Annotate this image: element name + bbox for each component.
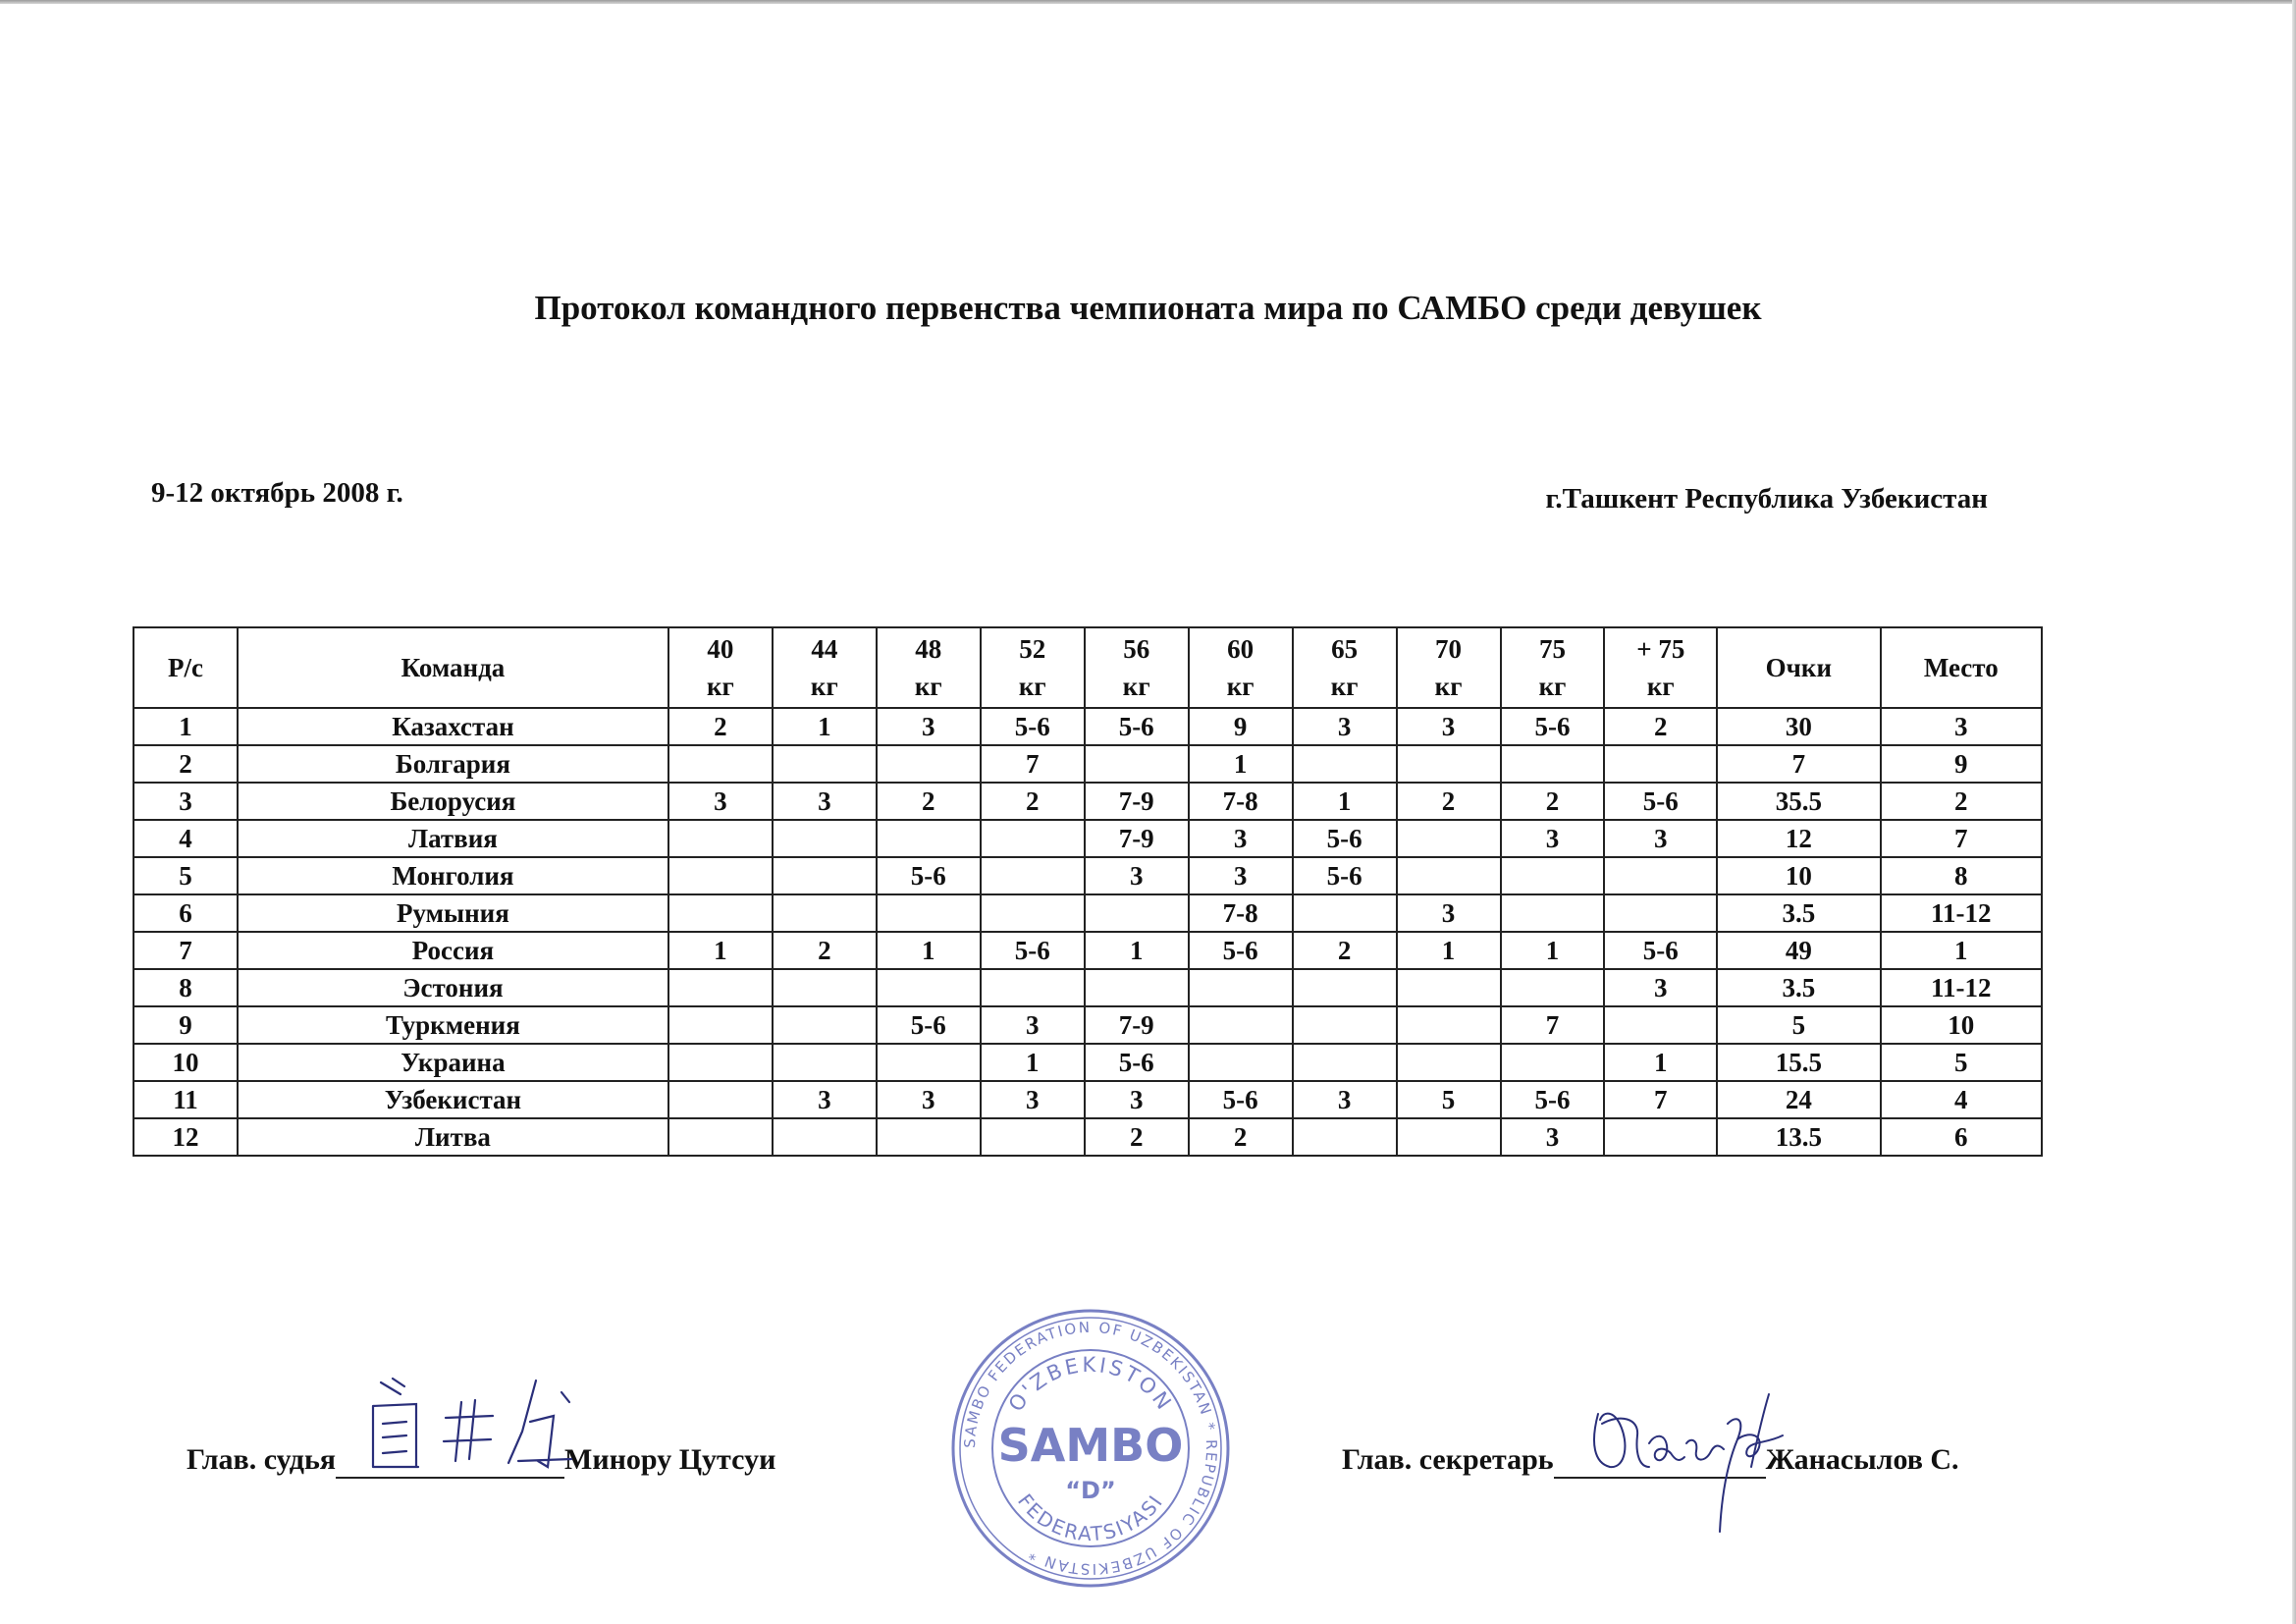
table-row xyxy=(133,894,2042,932)
row-weight-result: 3 xyxy=(1189,820,1293,857)
row-num: 11 xyxy=(133,1081,238,1118)
row-team: Белорусия xyxy=(238,783,668,820)
row-weight-result xyxy=(668,1081,773,1118)
row-weight-result: 1 xyxy=(877,932,981,969)
row-weight-result xyxy=(1293,1006,1397,1044)
row-weight-result: 5-6 xyxy=(1189,932,1293,969)
header-weight-value: 52 xyxy=(1019,634,1046,664)
row-weight-result xyxy=(1189,1044,1293,1081)
row-weight-result: 2 xyxy=(981,783,1085,820)
row-weight-result xyxy=(1397,745,1501,783)
row-weight-result: 7 xyxy=(1604,1081,1717,1118)
row-num: 10 xyxy=(133,1044,238,1081)
stamp-outer-text: SAMBO FEDERATION OF UZBEKISTAN * REPUBLIC OF UZBEKISTAN * xyxy=(960,1318,1221,1579)
row-weight-result: 5-6 xyxy=(1189,1081,1293,1118)
table-row xyxy=(133,857,2042,894)
row-weight-result xyxy=(1397,857,1501,894)
header-weight-unit: кг xyxy=(914,672,942,701)
row-weight-result: 3 xyxy=(981,1006,1085,1044)
row-weight-result xyxy=(877,745,981,783)
row-points: 49 xyxy=(1717,932,1881,969)
row-weight-result xyxy=(981,857,1085,894)
row-weight-result: 2 xyxy=(773,932,877,969)
row-weight-result: 5-6 xyxy=(981,932,1085,969)
row-weight-result: 1 xyxy=(668,932,773,969)
row-weight-result: 2 xyxy=(1397,783,1501,820)
header-weight-0 xyxy=(668,627,773,708)
header-weight-3 xyxy=(981,627,1085,708)
header-weight-2 xyxy=(877,627,981,708)
row-weight-result xyxy=(877,1044,981,1081)
row-weight-result xyxy=(773,969,877,1006)
row-weight-result xyxy=(1501,857,1605,894)
header-weight-unit: кг xyxy=(1122,672,1150,701)
row-num: 8 xyxy=(133,969,238,1006)
row-weight-result: 5-6 xyxy=(1085,1044,1189,1081)
row-weight-result: 3 xyxy=(877,1081,981,1118)
header-place: Место xyxy=(1881,627,2042,708)
row-weight-result xyxy=(1397,820,1501,857)
header-weight-value: 75 xyxy=(1539,634,1566,664)
row-weight-result xyxy=(877,969,981,1006)
row-weight-result xyxy=(1293,894,1397,932)
row-weight-result: 1 xyxy=(1501,932,1605,969)
header-weight-7 xyxy=(1397,627,1501,708)
row-num: 7 xyxy=(133,932,238,969)
row-points: 3.5 xyxy=(1717,969,1881,1006)
table-body xyxy=(133,708,2042,1156)
row-num: 6 xyxy=(133,894,238,932)
row-weight-result xyxy=(1501,745,1605,783)
row-weight-result: 1 xyxy=(1085,932,1189,969)
judge-name: Минору Цутсуи xyxy=(564,1443,776,1476)
row-points: 24 xyxy=(1717,1081,1881,1118)
table-row xyxy=(133,708,2042,745)
row-weight-result: 5-6 xyxy=(1501,1081,1605,1118)
header-weight-9 xyxy=(1604,627,1717,708)
row-weight-result: 3 xyxy=(1397,894,1501,932)
row-team: Узбекистан xyxy=(238,1081,668,1118)
row-weight-result xyxy=(1293,1118,1397,1156)
header-weight-value: 56 xyxy=(1123,634,1150,664)
row-weight-result xyxy=(1397,1118,1501,1156)
row-team: Россия xyxy=(238,932,668,969)
row-weight-result: 5-6 xyxy=(877,857,981,894)
row-place: 11-12 xyxy=(1881,894,2042,932)
header-points: Очки xyxy=(1717,627,1881,708)
row-weight-result: 7 xyxy=(1501,1006,1605,1044)
header-weight-unit: кг xyxy=(1646,672,1675,701)
row-place: 3 xyxy=(1881,708,2042,745)
header-weight-1 xyxy=(773,627,877,708)
secretary-name: Жанасылов С. xyxy=(1765,1443,1959,1476)
row-weight-result: 3 xyxy=(668,783,773,820)
row-num: 4 xyxy=(133,820,238,857)
row-num: 5 xyxy=(133,857,238,894)
header-weight-unit: кг xyxy=(1330,672,1359,701)
row-weight-result xyxy=(773,894,877,932)
header-weight-5 xyxy=(1189,627,1293,708)
row-place: 1 xyxy=(1881,932,2042,969)
row-weight-result xyxy=(668,1118,773,1156)
header-weight-unit: кг xyxy=(1538,672,1567,701)
header-weight-value: 60 xyxy=(1227,634,1255,664)
row-weight-result: 5 xyxy=(1397,1081,1501,1118)
row-place: 8 xyxy=(1881,857,2042,894)
row-weight-result xyxy=(1085,969,1189,1006)
row-weight-result xyxy=(668,894,773,932)
row-weight-result: 5-6 xyxy=(1604,932,1717,969)
row-weight-result: 7 xyxy=(981,745,1085,783)
row-weight-result xyxy=(668,857,773,894)
row-weight-result xyxy=(773,820,877,857)
row-points: 30 xyxy=(1717,708,1881,745)
row-team: Эстония xyxy=(238,969,668,1006)
row-weight-result xyxy=(773,745,877,783)
row-weight-result: 1 xyxy=(1397,932,1501,969)
header-weight-value: 48 xyxy=(915,634,942,664)
row-weight-result: 3 xyxy=(981,1081,1085,1118)
stamp-letter-text: “D” xyxy=(1065,1477,1116,1504)
header-weight-4 xyxy=(1085,627,1189,708)
row-num: 12 xyxy=(133,1118,238,1156)
row-weight-result xyxy=(1293,969,1397,1006)
row-weight-result: 3 xyxy=(1604,820,1717,857)
event-date: 9-12 октябрь 2008 г. xyxy=(151,477,403,509)
table-row xyxy=(133,1044,2042,1081)
header-team: Команда xyxy=(238,627,668,708)
row-weight-result xyxy=(877,894,981,932)
row-weight-result xyxy=(1604,894,1717,932)
header-weight-unit: кг xyxy=(706,672,734,701)
event-place: г.Ташкент Республика Узбекистан xyxy=(1545,483,1988,514)
header-weight-8 xyxy=(1501,627,1605,708)
scan-edge-top xyxy=(0,0,2296,4)
row-weight-result: 1 xyxy=(1293,783,1397,820)
row-weight-result: 3 xyxy=(1501,820,1605,857)
row-weight-result xyxy=(877,1118,981,1156)
header-weight-value: 40 xyxy=(707,634,734,664)
row-points: 10 xyxy=(1717,857,1881,894)
row-team: Украина xyxy=(238,1044,668,1081)
row-weight-result: 7-9 xyxy=(1085,820,1189,857)
row-weight-result: 3 xyxy=(773,783,877,820)
row-team: Литва xyxy=(238,1118,668,1156)
row-weight-result: 2 xyxy=(1501,783,1605,820)
row-points: 7 xyxy=(1717,745,1881,783)
row-num: 1 xyxy=(133,708,238,745)
row-team: Казахстан xyxy=(238,708,668,745)
row-weight-result: 5-6 xyxy=(1293,857,1397,894)
row-weight-result: 5-6 xyxy=(1085,708,1189,745)
table-row xyxy=(133,1081,2042,1118)
row-weight-result xyxy=(1085,745,1189,783)
row-points: 5 xyxy=(1717,1006,1881,1044)
row-weight-result: 1 xyxy=(1189,745,1293,783)
row-place: 11-12 xyxy=(1881,969,2042,1006)
row-weight-result: 5-6 xyxy=(1604,783,1717,820)
row-num: 3 xyxy=(133,783,238,820)
row-weight-result xyxy=(1293,1044,1397,1081)
row-weight-result xyxy=(773,1044,877,1081)
stamp-inner-top-text: O'ZBEKISTON xyxy=(1003,1352,1178,1417)
row-weight-result: 5-6 xyxy=(1293,820,1397,857)
row-weight-result: 5-6 xyxy=(1501,708,1605,745)
row-weight-result: 3 xyxy=(1604,969,1717,1006)
row-weight-result xyxy=(773,857,877,894)
row-weight-result xyxy=(877,820,981,857)
secretary-label: Глав. секретарь xyxy=(1342,1443,1554,1476)
row-weight-result: 3 xyxy=(1293,1081,1397,1118)
table-row xyxy=(133,1006,2042,1044)
row-weight-result: 1 xyxy=(1604,1044,1717,1081)
table-header xyxy=(133,627,2042,708)
row-weight-result xyxy=(668,820,773,857)
row-weight-result: 3 xyxy=(1085,857,1189,894)
document-title: Протокол командного первенства чемпионата мира по САМБО среди девушек xyxy=(534,289,1762,327)
row-place: 10 xyxy=(1881,1006,2042,1044)
header-weight-value: + 75 xyxy=(1636,634,1685,664)
secretary-handwritten-signature xyxy=(1580,1384,1806,1542)
table-row xyxy=(133,1118,2042,1156)
row-weight-result xyxy=(1604,1118,1717,1156)
header-weight-value: 44 xyxy=(811,634,838,664)
row-weight-result xyxy=(668,969,773,1006)
row-points: 13.5 xyxy=(1717,1118,1881,1156)
table-row xyxy=(133,745,2042,783)
row-weight-result: 2 xyxy=(877,783,981,820)
table-row xyxy=(133,783,2042,820)
row-weight-result xyxy=(773,1006,877,1044)
table-row xyxy=(133,932,2042,969)
row-weight-result xyxy=(1293,745,1397,783)
scan-edge-right xyxy=(2292,0,2296,1624)
header-weight-unit: кг xyxy=(1434,672,1463,701)
row-weight-result xyxy=(1501,894,1605,932)
row-place: 4 xyxy=(1881,1081,2042,1118)
row-place: 6 xyxy=(1881,1118,2042,1156)
results-table xyxy=(133,626,2043,1157)
official-stamp xyxy=(948,1306,1233,1591)
row-weight-result xyxy=(1501,969,1605,1006)
row-num: 9 xyxy=(133,1006,238,1044)
row-weight-result xyxy=(1604,857,1717,894)
table-row xyxy=(133,820,2042,857)
row-team: Латвия xyxy=(238,820,668,857)
row-weight-result xyxy=(1501,1044,1605,1081)
row-weight-result: 7-9 xyxy=(1085,783,1189,820)
row-weight-result xyxy=(981,820,1085,857)
row-weight-result: 3 xyxy=(1397,708,1501,745)
row-weight-result: 3 xyxy=(1293,708,1397,745)
row-weight-result xyxy=(773,1118,877,1156)
header-weight-unit: кг xyxy=(810,672,838,701)
row-weight-result: 9 xyxy=(1189,708,1293,745)
row-weight-result: 3 xyxy=(1189,857,1293,894)
row-weight-result: 2 xyxy=(1604,708,1717,745)
table-row xyxy=(133,969,2042,1006)
row-weight-result: 5-6 xyxy=(877,1006,981,1044)
row-weight-result: 7-8 xyxy=(1189,783,1293,820)
row-points: 15.5 xyxy=(1717,1044,1881,1081)
row-weight-result xyxy=(668,1044,773,1081)
header-num: Р/с xyxy=(133,627,238,708)
row-weight-result: 1 xyxy=(981,1044,1085,1081)
row-team: Болгария xyxy=(238,745,668,783)
row-weight-result xyxy=(1189,1006,1293,1044)
row-weight-result: 7-8 xyxy=(1189,894,1293,932)
stamp-center-text: SAMBO xyxy=(997,1419,1184,1472)
row-team: Румыния xyxy=(238,894,668,932)
row-team: Монголия xyxy=(238,857,668,894)
header-row xyxy=(133,627,2042,708)
header-weight-6 xyxy=(1293,627,1397,708)
header-weight-value: 65 xyxy=(1331,634,1359,664)
judge-handwritten-signature xyxy=(361,1373,587,1481)
row-weight-result xyxy=(1397,1006,1501,1044)
row-weight-result: 2 xyxy=(1085,1118,1189,1156)
stamp-inner-bottom-text: FEDERATSIYASI xyxy=(1013,1489,1168,1546)
row-weight-result xyxy=(981,969,1085,1006)
header-weight-value: 70 xyxy=(1435,634,1463,664)
row-weight-result: 2 xyxy=(1293,932,1397,969)
row-points: 35.5 xyxy=(1717,783,1881,820)
row-weight-result: 3 xyxy=(773,1081,877,1118)
row-place: 7 xyxy=(1881,820,2042,857)
row-weight-result: 3 xyxy=(877,708,981,745)
row-place: 2 xyxy=(1881,783,2042,820)
row-num: 2 xyxy=(133,745,238,783)
row-weight-result xyxy=(1604,745,1717,783)
row-weight-result xyxy=(1085,894,1189,932)
row-weight-result xyxy=(668,1006,773,1044)
row-points: 12 xyxy=(1717,820,1881,857)
row-team: Туркмения xyxy=(238,1006,668,1044)
row-weight-result xyxy=(1397,1044,1501,1081)
row-weight-result xyxy=(668,745,773,783)
row-weight-result: 7-9 xyxy=(1085,1006,1189,1044)
row-weight-result: 1 xyxy=(773,708,877,745)
row-weight-result xyxy=(981,1118,1085,1156)
row-place: 9 xyxy=(1881,745,2042,783)
row-weight-result xyxy=(1189,969,1293,1006)
row-weight-result: 3 xyxy=(1085,1081,1189,1118)
row-weight-result xyxy=(1604,1006,1717,1044)
row-weight-result xyxy=(981,894,1085,932)
judge-label: Глав. судья xyxy=(187,1443,337,1476)
row-place: 5 xyxy=(1881,1044,2042,1081)
row-points: 3.5 xyxy=(1717,894,1881,932)
row-weight-result: 3 xyxy=(1501,1118,1605,1156)
row-weight-result: 2 xyxy=(668,708,773,745)
row-weight-result: 2 xyxy=(1189,1118,1293,1156)
header-weight-unit: кг xyxy=(1018,672,1046,701)
row-weight-result xyxy=(1397,969,1501,1006)
row-weight-result: 5-6 xyxy=(981,708,1085,745)
header-weight-unit: кг xyxy=(1226,672,1255,701)
